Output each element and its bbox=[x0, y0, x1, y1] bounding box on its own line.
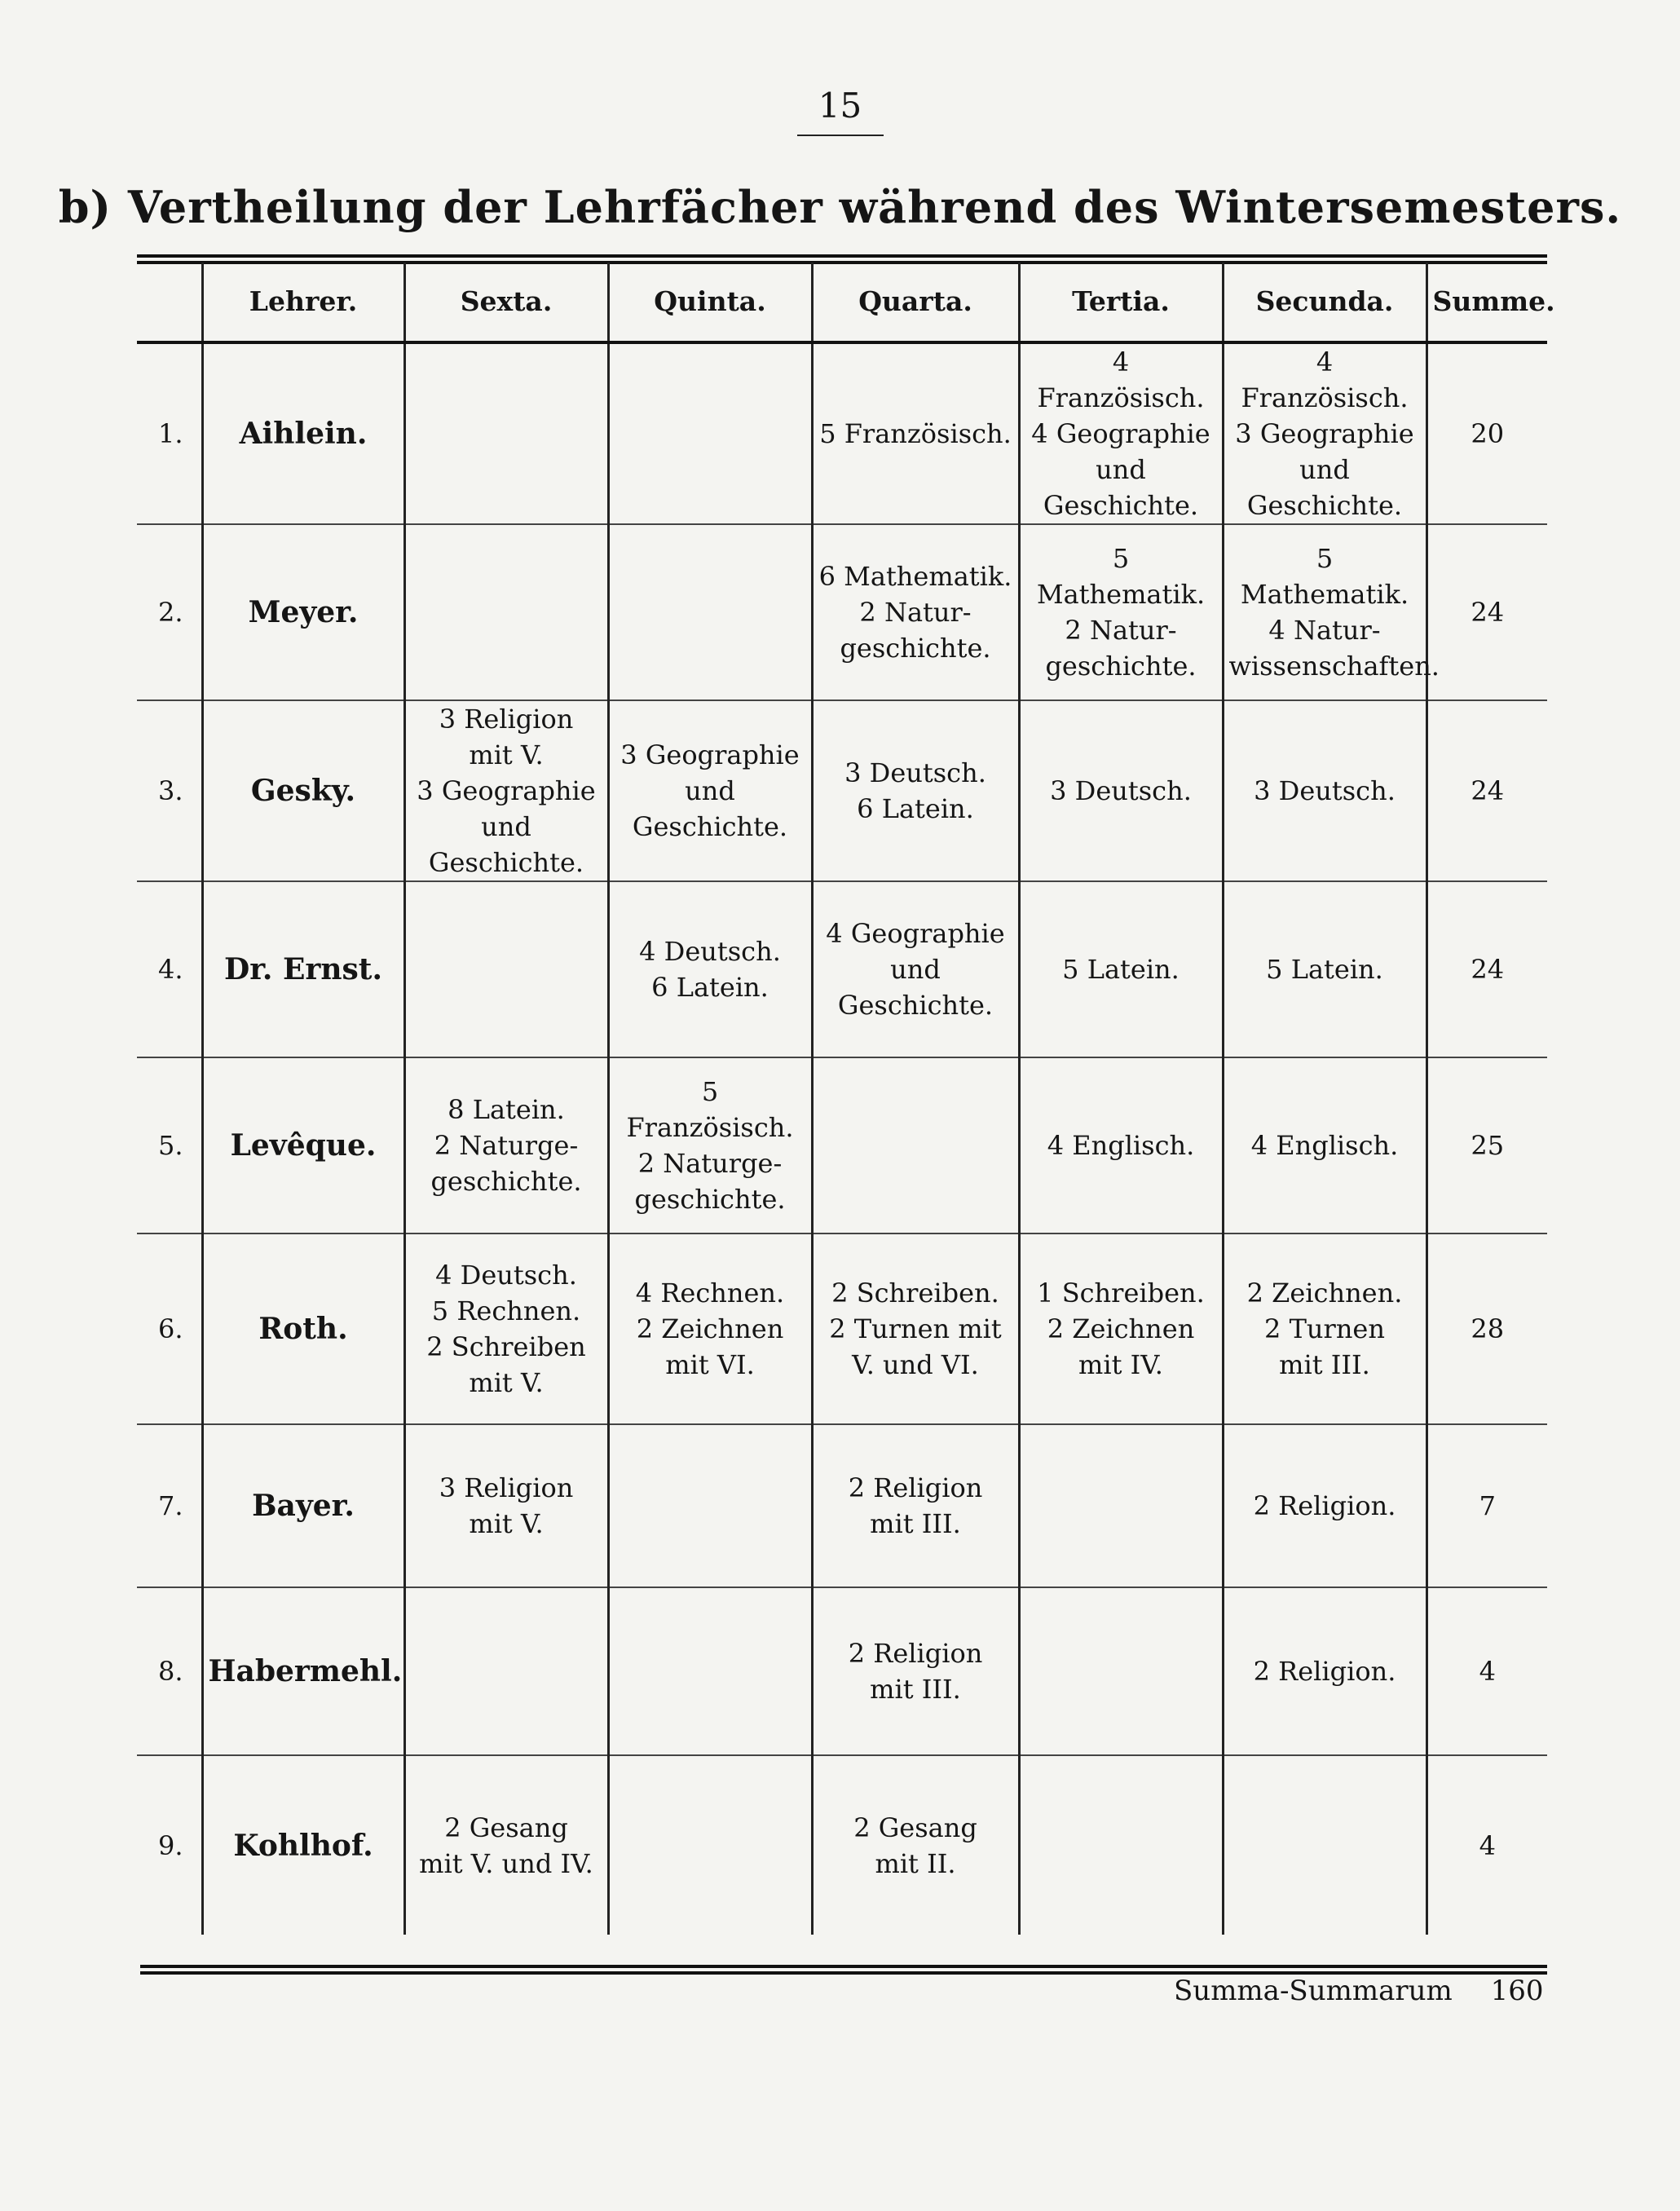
schedule-table bbox=[137, 263, 1555, 1935]
cell-line: 3 Deutsch. bbox=[1254, 775, 1396, 806]
cell-sexta bbox=[404, 881, 608, 1057]
row-total: 7 bbox=[1426, 1424, 1547, 1587]
cell-tertia bbox=[1019, 1587, 1223, 1755]
cell-tertia bbox=[1019, 700, 1223, 881]
cell-line: mit IV. bbox=[1078, 1349, 1163, 1380]
cell-tertia bbox=[1019, 524, 1223, 700]
header-num bbox=[137, 263, 202, 342]
cell-secunda bbox=[1223, 1057, 1426, 1233]
cell-quinta bbox=[608, 524, 812, 700]
cell-quarta bbox=[812, 1233, 1019, 1424]
table-row bbox=[137, 1755, 1547, 1935]
cell-quinta bbox=[608, 1755, 812, 1935]
cell-line: 2 Naturge- bbox=[434, 1130, 579, 1161]
cell-quarta bbox=[812, 1057, 1019, 1233]
cell-line: mit III. bbox=[870, 1508, 961, 1539]
cell-line: wissenschaften. bbox=[1228, 651, 1440, 682]
table-row bbox=[137, 524, 1547, 700]
cell-line: mit V. bbox=[469, 1367, 544, 1398]
cell-line: mit III. bbox=[870, 1674, 961, 1705]
cell-line: mit II. bbox=[875, 1847, 956, 1879]
cell-quinta bbox=[608, 1057, 812, 1233]
cell-line: 4 Geographie bbox=[826, 918, 1005, 949]
cell-sexta bbox=[404, 1424, 608, 1587]
cell-quarta bbox=[812, 700, 1019, 881]
cell-line: 4 Rechnen. bbox=[635, 1278, 785, 1309]
header-summe: Summe. bbox=[1426, 263, 1547, 342]
cell-sexta bbox=[404, 1057, 608, 1233]
row-number: 5. bbox=[137, 1057, 202, 1233]
cell-line: 4 Natur- bbox=[1268, 615, 1381, 646]
cell-secunda bbox=[1223, 1755, 1426, 1935]
cell-quarta bbox=[812, 881, 1019, 1057]
teacher-name: Levêque. bbox=[202, 1057, 404, 1233]
table-row bbox=[137, 1424, 1547, 1587]
cell-line: 2 Schreiben. bbox=[831, 1278, 999, 1309]
row-number: 3. bbox=[137, 700, 202, 881]
teacher-name: Meyer. bbox=[202, 524, 404, 700]
cell-quarta bbox=[812, 342, 1019, 524]
cell-sexta bbox=[404, 342, 608, 524]
cell-line: mit V. bbox=[469, 739, 544, 770]
cell-line: 2 Natur- bbox=[1065, 615, 1177, 646]
table-body bbox=[137, 342, 1547, 1935]
cell-quinta bbox=[608, 1233, 812, 1424]
header-secunda: Secunda. bbox=[1223, 263, 1426, 342]
cell-line: 2 Schreiben bbox=[426, 1331, 586, 1362]
cell-line: 8 Latein. bbox=[448, 1094, 565, 1125]
summary bbox=[1174, 1975, 1543, 2007]
cell-tertia bbox=[1019, 1057, 1223, 1233]
table-row bbox=[137, 1233, 1547, 1424]
teacher-name: Dr. Ernst. bbox=[202, 881, 404, 1057]
cell-line: und Geschichte. bbox=[428, 811, 584, 878]
cell-line: 5 Französisch. bbox=[819, 418, 1012, 449]
row-total: 20 bbox=[1426, 342, 1547, 524]
cell-secunda bbox=[1223, 1587, 1426, 1755]
cell-line: 3 Geographie bbox=[1235, 418, 1414, 449]
cell-line: 5 Latein. bbox=[1062, 954, 1180, 985]
cell-quinta bbox=[608, 1587, 812, 1755]
cell-line: und Geschichte. bbox=[1246, 454, 1403, 521]
cell-line: 2 Religion. bbox=[1253, 1490, 1396, 1521]
table-row bbox=[137, 1587, 1547, 1755]
cell-quinta bbox=[608, 342, 812, 524]
table-row bbox=[137, 700, 1547, 881]
teacher-name: Kohlhof. bbox=[202, 1755, 404, 1935]
cell-line: 2 Zeichnen. bbox=[1246, 1278, 1403, 1309]
cell-tertia bbox=[1019, 1233, 1223, 1424]
cell-line: und Geschichte. bbox=[837, 954, 994, 1021]
cell-line: geschichte. bbox=[430, 1166, 582, 1197]
page-number: 15 bbox=[818, 86, 862, 126]
cell-secunda bbox=[1223, 1424, 1426, 1587]
summary-value: 160 bbox=[1490, 1975, 1544, 2007]
row-number: 1. bbox=[137, 342, 202, 524]
cell-tertia bbox=[1019, 1755, 1223, 1935]
header-teacher: Lehrer. bbox=[202, 263, 404, 342]
cell-secunda bbox=[1223, 524, 1440, 700]
cell-tertia bbox=[1019, 881, 1223, 1057]
cell-line: 2 Turnen mit bbox=[829, 1313, 1002, 1344]
row-number: 8. bbox=[137, 1587, 202, 1755]
cell-secunda bbox=[1223, 342, 1426, 524]
table-row bbox=[137, 881, 1547, 1057]
cell-line: 4 Englisch. bbox=[1250, 1130, 1399, 1161]
cell-line: V. und VI. bbox=[852, 1349, 979, 1380]
cell-line: mit VI. bbox=[665, 1349, 755, 1380]
row-number: 6. bbox=[137, 1233, 202, 1424]
table-top-rule bbox=[137, 254, 1547, 258]
cell-line: geschichte. bbox=[634, 1184, 786, 1215]
cell-line: 2 Gesang bbox=[444, 1812, 568, 1843]
table-row bbox=[137, 342, 1547, 524]
cell-line: 3 Geographie bbox=[417, 775, 596, 806]
cell-line: 6 Latein. bbox=[857, 793, 974, 824]
cell-line: 4 Deutsch. bbox=[639, 936, 781, 967]
summary-label: Summa-Summarum bbox=[1174, 1975, 1453, 2007]
cell-line: 4 Französisch. bbox=[1037, 346, 1205, 413]
row-total: 24 bbox=[1426, 881, 1547, 1057]
cell-line: 1 Schreiben. bbox=[1037, 1278, 1205, 1309]
cell-quinta bbox=[608, 1424, 812, 1587]
header-quarta: Quarta. bbox=[812, 263, 1019, 342]
cell-quarta bbox=[812, 1424, 1019, 1587]
cell-quarta bbox=[812, 1755, 1019, 1935]
row-total: 24 bbox=[1426, 524, 1547, 700]
row-total: 4 bbox=[1426, 1587, 1547, 1755]
cell-line: und Geschichte. bbox=[632, 775, 788, 842]
cell-line: 5 Latein. bbox=[1266, 954, 1383, 985]
cell-line: mit V. und IV. bbox=[419, 1847, 593, 1879]
row-total: 24 bbox=[1426, 700, 1547, 881]
cell-line: 3 Religion bbox=[439, 704, 574, 735]
cell-line: 2 Zeichnen bbox=[1047, 1313, 1195, 1344]
cell-tertia bbox=[1019, 342, 1223, 524]
cell-line: geschichte. bbox=[1045, 651, 1197, 682]
cell-quarta bbox=[812, 524, 1019, 700]
table-row bbox=[137, 1057, 1547, 1233]
cell-secunda bbox=[1223, 700, 1426, 881]
cell-line: 6 Latein. bbox=[651, 972, 769, 1003]
cell-secunda bbox=[1223, 881, 1426, 1057]
cell-line: 2 Religion. bbox=[1253, 1656, 1396, 1687]
cell-line: 4 Geographie bbox=[1031, 418, 1210, 449]
row-total: 28 bbox=[1426, 1233, 1547, 1424]
cell-line: 2 Religion bbox=[848, 1472, 983, 1503]
cell-line: geschichte. bbox=[840, 633, 991, 664]
teacher-name: Bayer. bbox=[202, 1424, 404, 1587]
teacher-name: Gesky. bbox=[202, 700, 404, 881]
cell-line: 5 Mathematik. bbox=[1036, 543, 1206, 610]
cell-line: 6 Mathematik. bbox=[818, 561, 1012, 592]
cell-line: und Geschichte. bbox=[1043, 454, 1199, 521]
cell-line: 5 Französisch. bbox=[626, 1076, 794, 1143]
cell-line: 3 Deutsch. bbox=[1050, 775, 1192, 806]
cell-line: mit V. bbox=[469, 1508, 544, 1539]
page-number-rule bbox=[797, 135, 884, 136]
cell-sexta bbox=[404, 1233, 608, 1424]
cell-line: 5 Mathematik. bbox=[1240, 543, 1409, 610]
row-number: 2. bbox=[137, 524, 202, 700]
row-number: 7. bbox=[137, 1424, 202, 1587]
cell-line: 2 Zeichnen bbox=[636, 1313, 784, 1344]
cell-line: 3 Deutsch. bbox=[844, 757, 986, 788]
row-total: 25 bbox=[1426, 1057, 1547, 1233]
cell-line: 2 Gesang bbox=[853, 1812, 977, 1843]
cell-line: 4 Französisch. bbox=[1241, 346, 1409, 413]
header-row bbox=[137, 263, 1547, 342]
teacher-name: Habermehl. bbox=[202, 1587, 404, 1755]
page-title: b) Vertheilung der Lehrfächer während des Wintersemesters. bbox=[58, 181, 1622, 233]
header-sexta: Sexta. bbox=[404, 263, 608, 342]
cell-line: 5 Rechnen. bbox=[431, 1295, 581, 1326]
cell-quinta bbox=[608, 881, 812, 1057]
header-tertia: Tertia. bbox=[1019, 263, 1223, 342]
row-total: 4 bbox=[1426, 1755, 1547, 1935]
cell-line: 3 Geographie bbox=[620, 739, 800, 770]
cell-line: 3 Religion bbox=[439, 1472, 574, 1503]
cell-secunda bbox=[1223, 1233, 1426, 1424]
row-number: 4. bbox=[137, 881, 202, 1057]
cell-line: 2 Religion bbox=[848, 1638, 983, 1669]
cell-line: 2 Turnen bbox=[1264, 1313, 1385, 1344]
table-bottom-rule bbox=[140, 1965, 1547, 1968]
cell-sexta bbox=[404, 1755, 608, 1935]
cell-sexta bbox=[404, 524, 608, 700]
cell-line: 4 Deutsch. bbox=[435, 1260, 577, 1291]
header-quinta: Quinta. bbox=[608, 263, 812, 342]
cell-line: 4 Englisch. bbox=[1047, 1130, 1195, 1161]
cell-line: 2 Naturge- bbox=[637, 1148, 783, 1179]
cell-tertia bbox=[1019, 1424, 1223, 1587]
cell-quinta bbox=[608, 700, 812, 881]
teacher-name: Roth. bbox=[202, 1233, 404, 1424]
cell-sexta bbox=[404, 1587, 608, 1755]
cell-sexta bbox=[404, 700, 608, 881]
teacher-name: Aihlein. bbox=[202, 342, 404, 524]
cell-line: 2 Natur- bbox=[859, 597, 972, 628]
row-number: 9. bbox=[157, 1829, 183, 1861]
cell-line: mit III. bbox=[1279, 1349, 1370, 1380]
cell-quarta bbox=[812, 1587, 1019, 1755]
